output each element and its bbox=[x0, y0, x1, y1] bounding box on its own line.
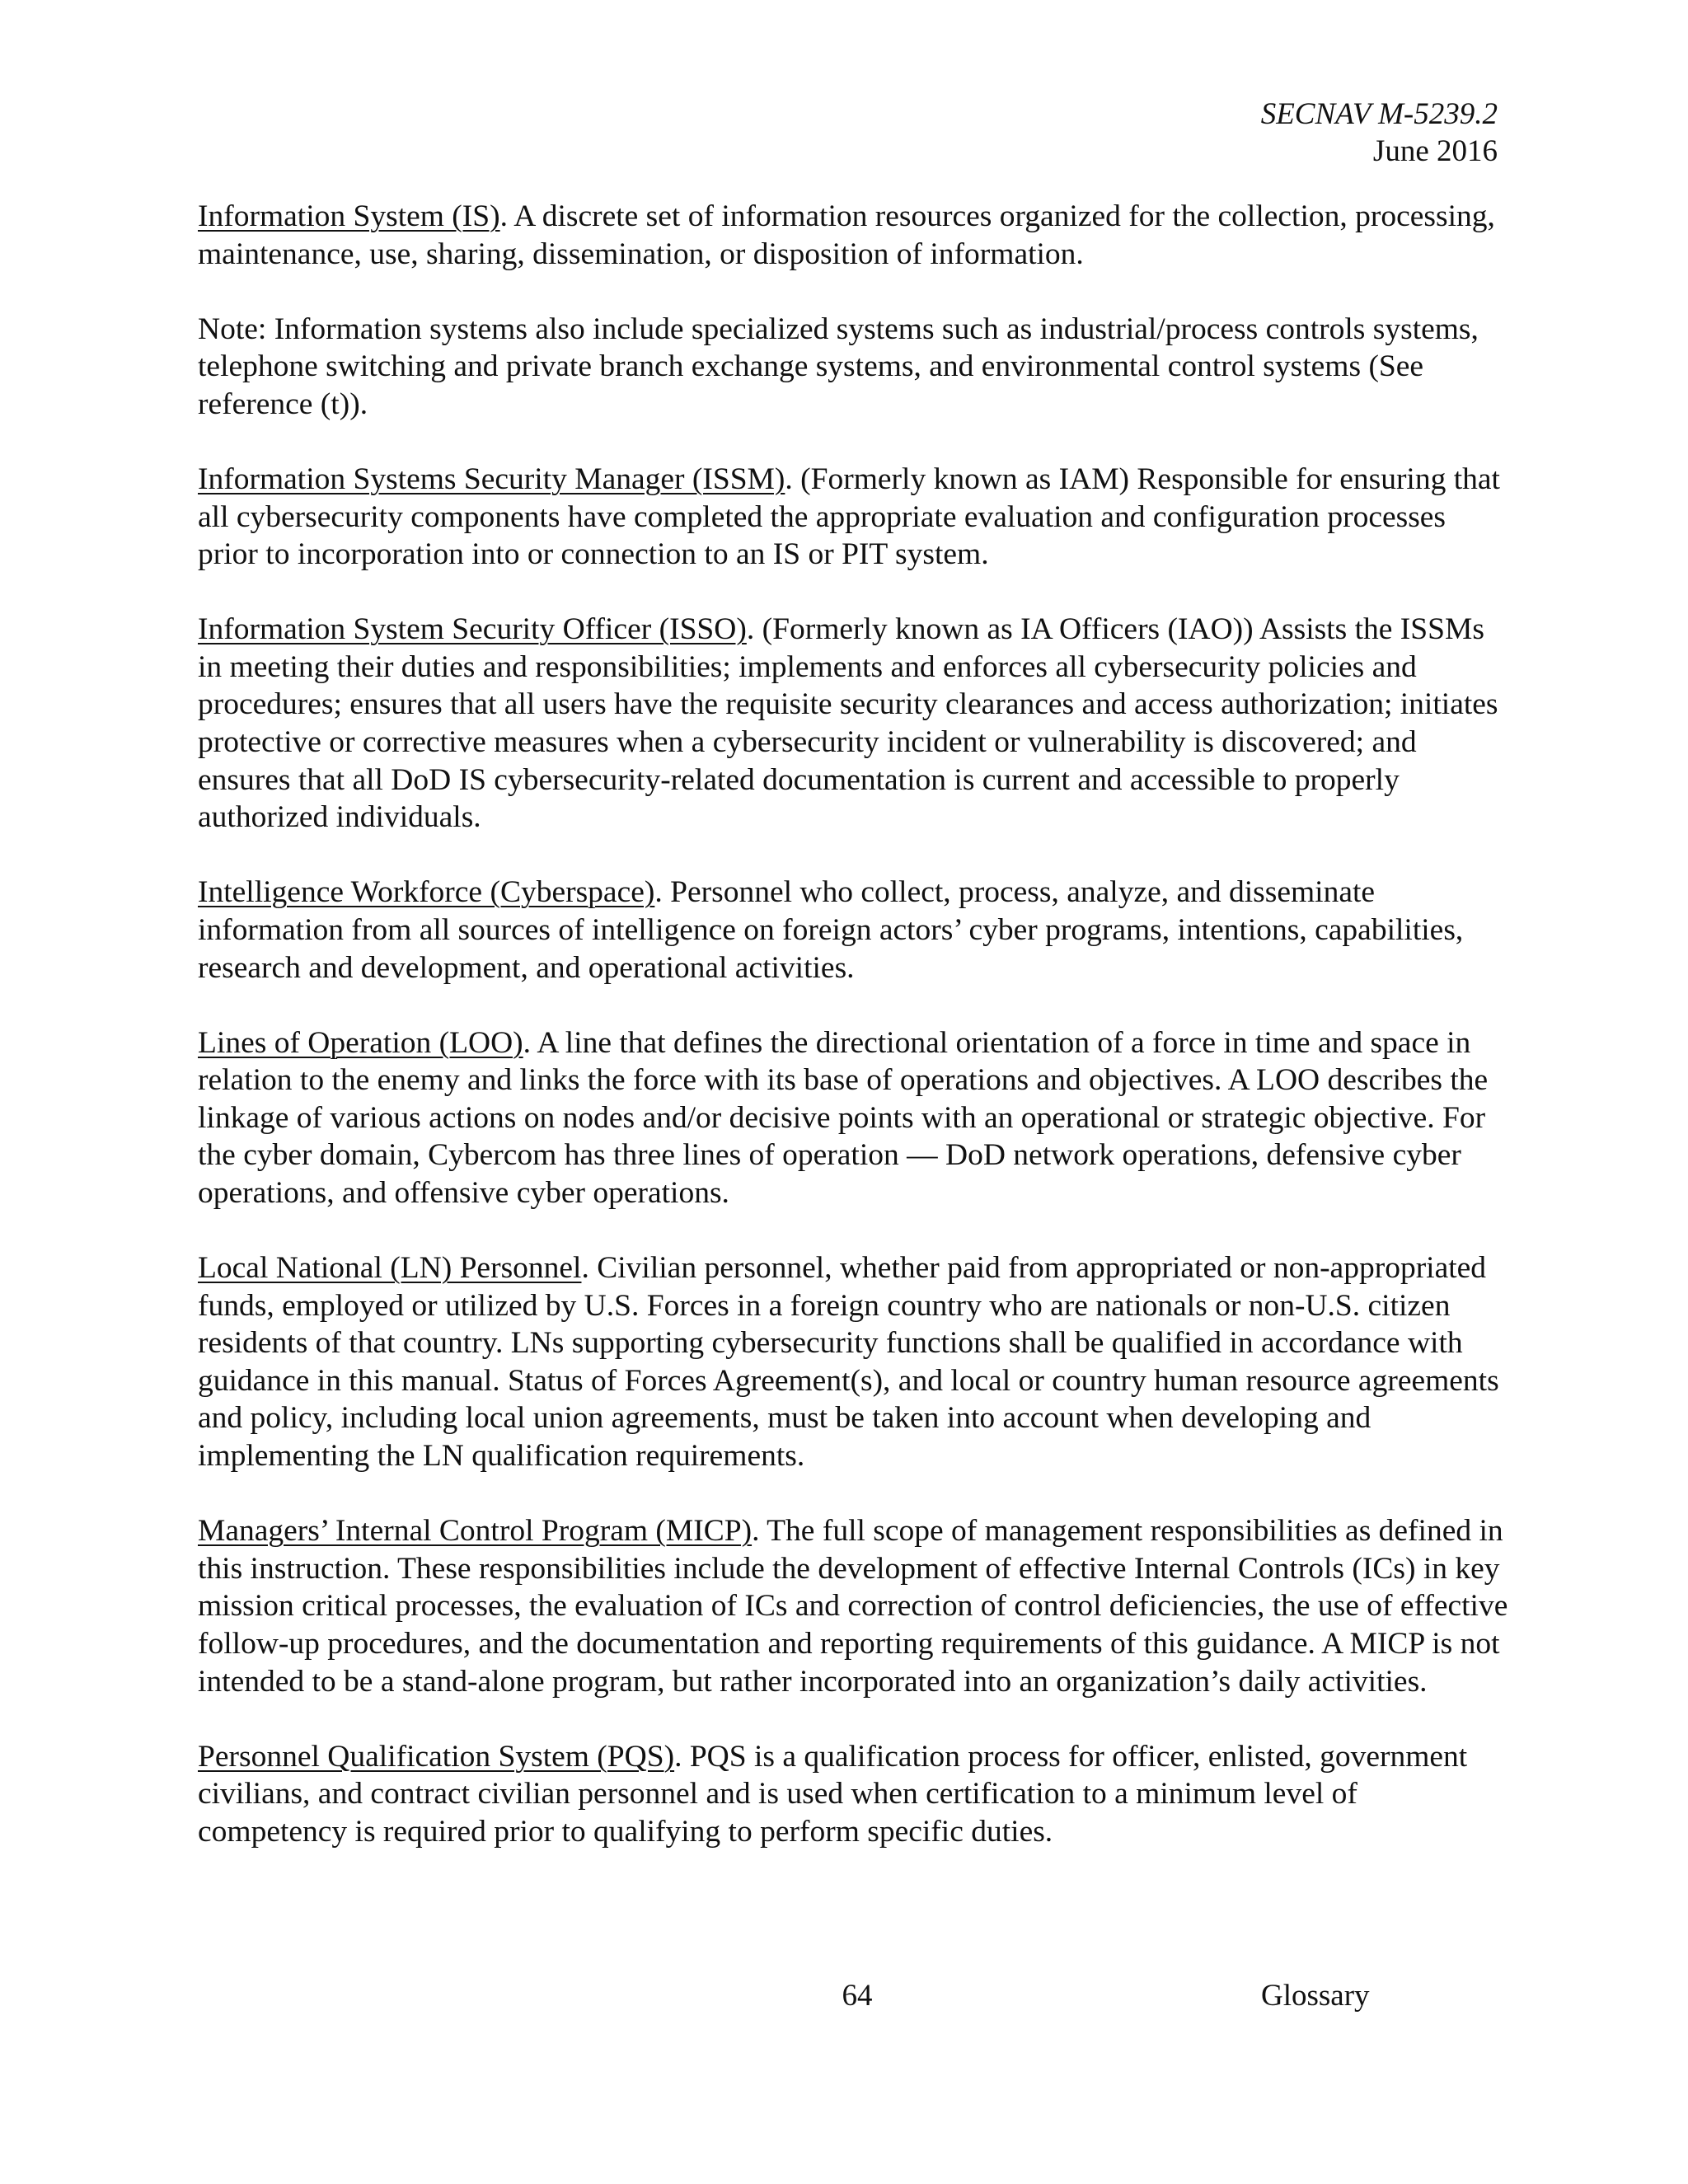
glossary-content bbox=[198, 198, 1508, 1888]
footer-section-label: Glossary bbox=[1261, 1979, 1370, 2013]
glossary-term: Managers’ Internal Control Program (MICP) bbox=[198, 1514, 753, 1549]
glossary-definition: . A discrete set of information resources organized for the collection, processing, maintenance, use, sharing, dissemination, or disposition of information. bbox=[198, 199, 1495, 271]
glossary-definition: . A line that defines the directional orientation of a force in time and space in relation to the enemy and links the force with its base of operations and objectives. A LOO describes the linkage of various actions on nodes and/or decisive points with an operational or strategic objective. For the cyber domain, Cybercom has three lines of operation — DoD network operations, defensive cyber operations, and offensive cyber operations. bbox=[198, 1025, 1489, 1210]
glossary-entry-micp bbox=[198, 1512, 1508, 1700]
glossary-term: Information Systems Security Manager (ISSM) bbox=[198, 462, 785, 496]
glossary-entry-is bbox=[198, 198, 1508, 273]
glossary-entry-pqs bbox=[198, 1738, 1508, 1851]
glossary-entry-intelligence-workforce bbox=[198, 874, 1508, 987]
glossary-definition: Note: Information systems also include specialized systems such as industrial/process controls systems, telephone switching and private branch exchange systems, and environmental control systems (See reference (t)). bbox=[198, 312, 1479, 421]
document-date: June 2016 bbox=[1372, 134, 1498, 168]
glossary-term: Personnel Qualification System (PQS) bbox=[198, 1739, 675, 1774]
glossary-term: Intelligence Workforce (Cyberspace) bbox=[198, 875, 655, 910]
glossary-term: Information System Security Officer (ISSO) bbox=[198, 612, 747, 647]
glossary-term: Information System (IS) bbox=[198, 199, 500, 233]
page-header bbox=[1261, 96, 1498, 170]
glossary-definition: . (Formerly known as IA Officers (IAO)) Assists the ISSMs in meeting their duties and responsibilities; implements and enforces all cybersecurity policies and procedures; ensures that all users have the requisite security clearances and access authorization; initiates protective or corrective measures when a cybersecurity incident or vulnerability is discovered; and ensures that all DoD IS cybersecurity-related documentation is current and accessible to properly authorized individuals. bbox=[198, 612, 1498, 835]
glossary-term: Local National (LN) Personnel bbox=[198, 1251, 582, 1286]
glossary-entry-isso bbox=[198, 611, 1508, 837]
glossary-definition: . The full scope of management responsibilities as defined in this instruction. These responsibilities include the development of effective Internal Controls (ICs) in key mission critical processes, the evaluation of ICs and correction of control deficiencies, the use of effective follow-up procedures, and the documentation and reporting requirements of this guidance. A MICP is not intended to be a stand-alone program, but rather incorporated into an organization’s daily activities. bbox=[198, 1514, 1508, 1699]
glossary-definition: . PQS is a qualification process for officer, enlisted, government civilians, and contract civilian personnel and is used when certification to a minimum level of competency is required prior to qualifying to perform specific duties. bbox=[198, 1739, 1468, 1849]
document-id: SECNAV M-5239.2 bbox=[1260, 97, 1498, 131]
glossary-entry-loo bbox=[198, 1024, 1508, 1212]
glossary-entry-ln-personnel bbox=[198, 1249, 1508, 1475]
glossary-note bbox=[198, 311, 1508, 424]
glossary-definition: . Personnel who collect, process, analyze, and disseminate information from all sources of intelligence on foreign actors’ cyber programs, intentions, capabilities, research and development, and operational activities. bbox=[198, 875, 1464, 985]
page-number: 64 bbox=[842, 1979, 873, 2013]
glossary-term: Lines of Operation (LOO) bbox=[198, 1025, 523, 1060]
glossary-entry-issm bbox=[198, 461, 1508, 574]
glossary-definition: . (Formerly known as IAM) Responsible for ensuring that all cybersecurity components have completed the appropriate evaluation and configuration processes prior to incorporation into or connection to an IS or PIT system. bbox=[198, 462, 1500, 572]
glossary-definition: . Civilian personnel, whether paid from appropriated or non-appropriated funds, employed or utilized by U.S. Forces in a foreign country who are nationals or non-U.S. citizen residents of that country. LNs supporting cybersecurity functions shall be qualified in accordance with guidance in this manual. Status of Forces Agreement(s), and local or country human resource agreements and policy, including local union agreements, must be taken into account when developing and implementing the LN qualification requirements. bbox=[198, 1251, 1499, 1474]
